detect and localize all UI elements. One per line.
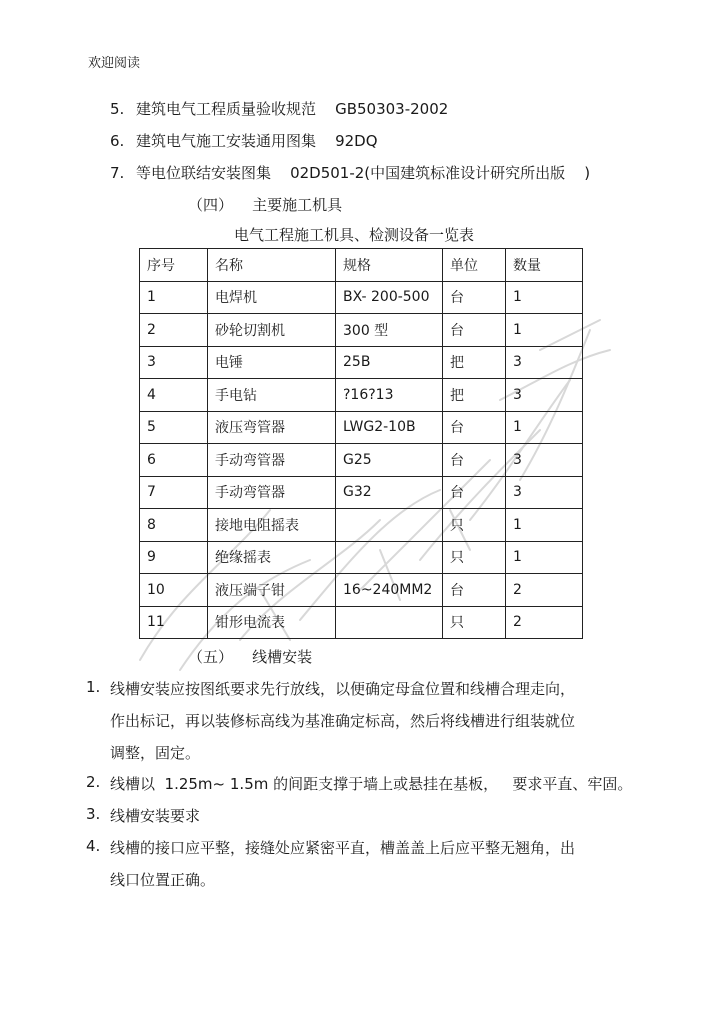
table-row [140, 346, 583, 379]
header-cell: 单位 [443, 249, 506, 282]
item-line: 线槽的接口应平整，接缝处应紧密平直，槽盖盖上后应平整无翘角，出 [110, 839, 576, 857]
header-cell: 数量 [506, 249, 583, 282]
item-line: 线口位置正确。 [110, 871, 216, 889]
cell-name: 手电钻 [208, 379, 336, 412]
item-line: 线槽以 1.25m~ 1.5m 的间距支撑于墙上或悬挂在基板， 要求平直、牢固。 [110, 775, 633, 793]
table-header-row [140, 249, 583, 282]
cell-spec: G32 [336, 476, 443, 509]
cell-spec: 300 型 [336, 314, 443, 347]
table-row [140, 606, 583, 639]
cell-unit: 只 [443, 509, 506, 542]
table-row [140, 574, 583, 607]
section-5-title: （五） 线槽安装 [188, 648, 313, 666]
item-number: 3. [86, 805, 101, 823]
cell-unit: 台 [443, 444, 506, 477]
cell-spec: 16~240MM2 [336, 574, 443, 607]
reference-number: 5. [110, 100, 125, 118]
cell-qty: 3 [506, 476, 583, 509]
cell-spec: ?16?13 [336, 379, 443, 412]
cell-name: 绝缘摇表 [208, 541, 336, 574]
reference-item [110, 98, 448, 119]
reference-text: 建筑电气工程质量验收规范 GB50303-2002 [136, 100, 449, 118]
cell-index: 3 [140, 346, 208, 379]
cell-name: 液压弯管器 [208, 411, 336, 444]
table-row [140, 314, 583, 347]
table-row [140, 509, 583, 542]
cell-qty: 1 [506, 314, 583, 347]
reference-number: 7. [110, 164, 125, 182]
cell-spec: LWG2-10B [336, 411, 443, 444]
cell-unit: 台 [443, 314, 506, 347]
equipment-table [139, 248, 583, 639]
table-row [140, 281, 583, 314]
reference-text: 等电位联结安装图集 02D501-2(中国建筑标准设计研究所出版 ) [136, 164, 591, 182]
cell-index: 11 [140, 606, 208, 639]
cell-index: 7 [140, 476, 208, 509]
cell-name: 砂轮切割机 [208, 314, 336, 347]
cell-name: 电锤 [208, 346, 336, 379]
cell-qty: 1 [506, 281, 583, 314]
item-number: 2. [86, 773, 101, 791]
item-line: 线槽安装应按图纸要求先行放线，以便确定母盒位置和线槽合理走向， [110, 680, 576, 698]
reference-item [110, 162, 590, 183]
cell-index: 10 [140, 574, 208, 607]
header-cell: 序号 [140, 249, 208, 282]
cell-spec [336, 541, 443, 574]
header-cell: 规格 [336, 249, 443, 282]
table-row [140, 476, 583, 509]
table-row [140, 541, 583, 574]
reference-item [110, 130, 378, 151]
cell-index: 6 [140, 444, 208, 477]
table-caption [0, 224, 724, 245]
table-row [140, 444, 583, 477]
cell-name: 手动弯管器 [208, 444, 336, 477]
cell-qty: 3 [506, 346, 583, 379]
page-header: 欢迎阅读 [88, 56, 141, 71]
item-number: 1. [86, 678, 101, 696]
cell-unit: 台 [443, 411, 506, 444]
reference-number: 6. [110, 132, 125, 150]
cell-qty: 2 [506, 574, 583, 607]
item-line: 作出标记，再以装修标高线为基准确定标高，然后将线槽进行组装就位 [110, 712, 576, 730]
cell-qty: 1 [506, 541, 583, 574]
cell-qty: 3 [506, 379, 583, 412]
cell-unit: 台 [443, 574, 506, 607]
cell-spec [336, 509, 443, 542]
table-row [140, 379, 583, 412]
cell-unit: 把 [443, 346, 506, 379]
cell-index: 8 [140, 509, 208, 542]
header-cell: 名称 [208, 249, 336, 282]
item-number: 4. [86, 837, 101, 855]
cell-unit: 只 [443, 541, 506, 574]
table-row [140, 411, 583, 444]
cell-qty: 1 [506, 509, 583, 542]
cell-unit: 台 [443, 476, 506, 509]
reference-text: 建筑电气施工安装通用图集 92DQ [136, 132, 378, 150]
cell-name: 接地电阻摇表 [208, 509, 336, 542]
cell-unit: 只 [443, 606, 506, 639]
cell-qty: 2 [506, 606, 583, 639]
cell-unit: 把 [443, 379, 506, 412]
cell-name: 钳形电流表 [208, 606, 336, 639]
cell-index: 9 [140, 541, 208, 574]
cell-qty: 3 [506, 444, 583, 477]
cell-index: 5 [140, 411, 208, 444]
cell-spec: 25B [336, 346, 443, 379]
cell-index: 1 [140, 281, 208, 314]
cell-qty: 1 [506, 411, 583, 444]
cell-unit: 台 [443, 281, 506, 314]
cell-spec: G25 [336, 444, 443, 477]
cell-name: 电焊机 [208, 281, 336, 314]
cell-index: 2 [140, 314, 208, 347]
item-line: 线槽安装要求 [110, 807, 201, 825]
cell-name: 手动弯管器 [208, 476, 336, 509]
cell-index: 4 [140, 379, 208, 412]
cell-name: 液压端子钳 [208, 574, 336, 607]
section-4-title: （四） 主要施工机具 [188, 196, 343, 214]
cell-spec: BX- 200-500 [336, 281, 443, 314]
table-caption-text: 电气工程施工机具、检测设备一览表 [233, 226, 474, 244]
item-line: 调整，固定。 [110, 744, 201, 762]
cell-spec [336, 606, 443, 639]
